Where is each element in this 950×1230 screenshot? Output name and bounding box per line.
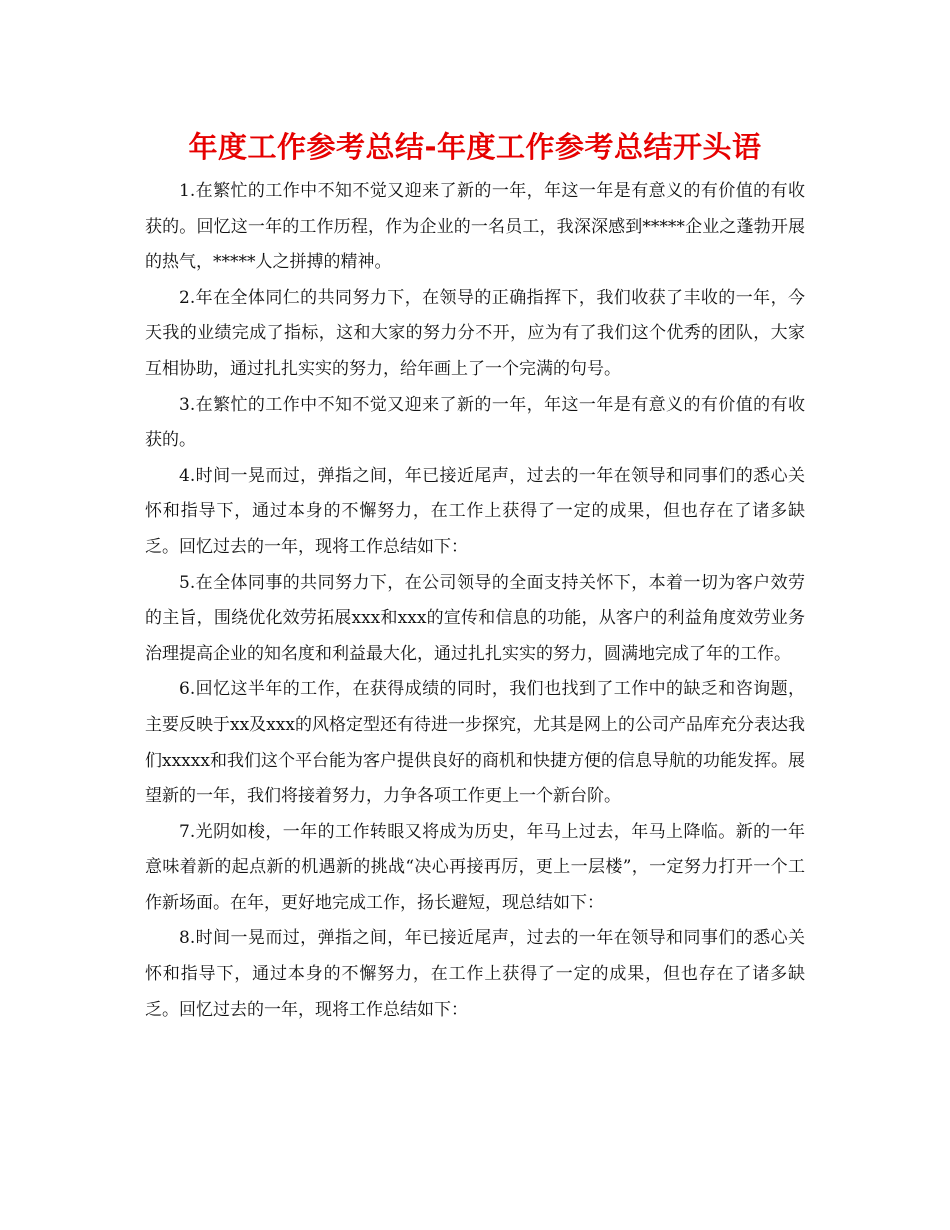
paragraph-3: 3.在繁忙的工作中不知不觉又迎来了新的一年，年这一年是有意义的有价值的有收获的。 bbox=[145, 394, 805, 451]
paragraph-2: 2.年在全体同仁的共同努力下，在领导的正确指挥下，我们收获了丰收的一年，今天我的业绩完成了指标，这和大家的努力分不开，应为有了我们这个优秀的团队，大家互相协助，通过扎扎实实的努力，给年画上了一个完满的句号。 bbox=[145, 287, 805, 379]
document-page bbox=[145, 122, 805, 1028]
paragraph-7: 7.光阴如梭，一年的工作转眼又将成为历史，年马上过去，年马上降临。新的一年意味着新的起点新的机遇新的挑战“决心再接再厉，更上一层楼”，一定努力打开一个工作新场面。在年，更好地完成工作，扬长避短，现总结如下： bbox=[145, 821, 805, 913]
paragraph-4: 4.时间一晃而过，弹指之间，年已接近尾声，过去的一年在领导和同事们的悉心关怀和指导下，通过本身的不懈努力，在工作上获得了一定的成果，但也存在了诸多缺乏。回忆过去的一年，现将工作总结如下： bbox=[145, 465, 805, 557]
paragraph-1: 1.在繁忙的工作中不知不觉又迎来了新的一年，年这一年是有意义的有价值的有收获的。回忆这一年的工作历程，作为企业的一名员工，我深深感到*****企业之蓬勃开展的热气，*****人之拼搏的精神。 bbox=[145, 181, 805, 273]
document-title: 年度工作参考总结-年度工作参考总结开头语 bbox=[188, 130, 762, 164]
paragraph-8: 8.时间一晃而过，弹指之间，年已接近尾声，过去的一年在领导和同事们的悉心关怀和指导下，通过本身的不懈努力，在工作上获得了一定的成果，但也存在了诸多缺乏。回忆过去的一年，现将工作总结如下： bbox=[145, 928, 805, 1020]
paragraph-5: 5.在全体同事的共同努力下，在公司领导的全面支持关怀下，本着一切为客户效劳的主旨，围绕优化效劳拓展xxx和xxx的宣传和信息的功能，从客户的利益角度效劳业务治理提高企业的知名度和利益最大化，通过扎扎实实的努力，圆满地完成了年的工作。 bbox=[145, 572, 805, 664]
paragraph-6: 6.回忆这半年的工作，在获得成绩的同时，我们也找到了工作中的缺乏和咨询题，主要反映于xx及xxx的风格定型还有待进一步探究，尤其是网上的公司产品库充分表达我们xxxxx和我们这个平台能为客户提供良好的商机和快捷方便的信息导航的功能发挥。展望新的一年，我们将接着努力，力争各项工作更上一个新台阶。 bbox=[145, 679, 805, 807]
